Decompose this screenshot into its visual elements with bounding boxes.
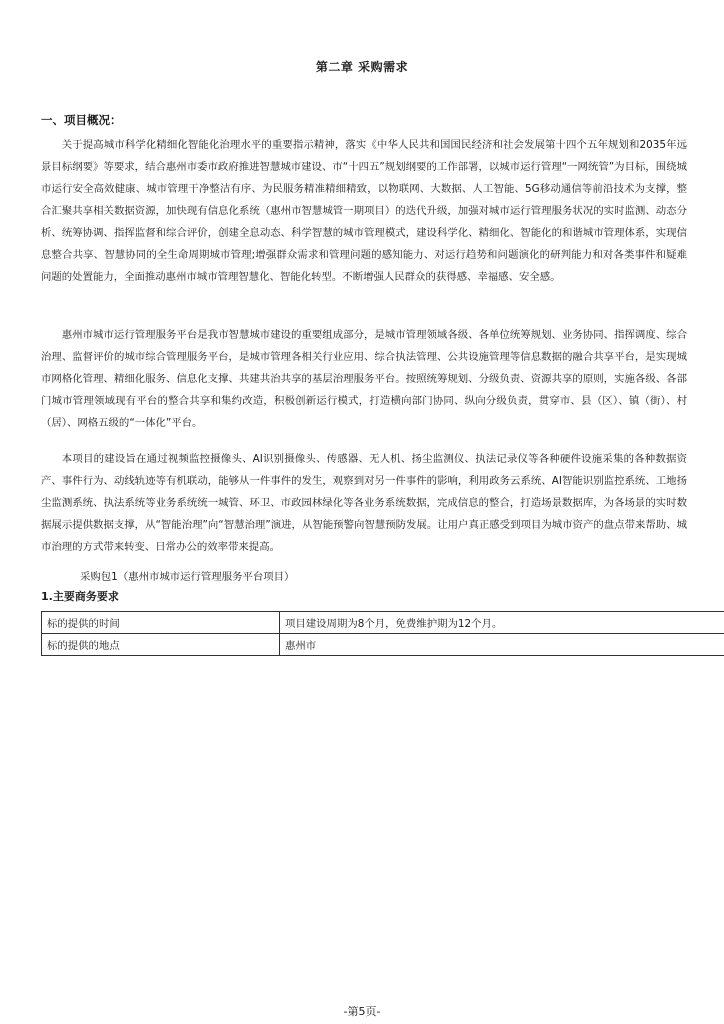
table-row xyxy=(42,612,724,634)
table-row xyxy=(42,634,724,656)
chapter-title: 第二章 采购需求 xyxy=(315,60,409,74)
business-requirements-table xyxy=(41,611,724,656)
table-cell-value: 项目建设周期为8个月，免费维护期为12个月。 xyxy=(280,612,724,634)
paragraph-project-goal: 本项目的建设旨在通过视频监控摄像头、AI识别摄像头、传感器、无人机、扬尘监测仪、执法记录仪等各种硬件设施采集的各种数据资产、事件行为、动线轨迹等有机联动，能够从一件事件的发生，观察到对另一件事件的影响，利用政务云系统、AI智能识别监控系统、工地扬尘监测系统、执法系统等业务系统统一城管、环卫、市政园林绿化等各业务系统数据，完成信息的整合，打造场景数据库，为各场景的实时数据展示提供数据支撑，从“智能治理”向“智慧治理”演进，从智能预警向智慧预防发展。让用户真正感受到项目为城市资产的盘点带来帮助、城市治理的方式带来转变、日常办公的效率带来提高。 xyxy=(41,453,687,553)
page-number: -第5页- xyxy=(343,1005,381,1018)
paragraph-platform: 惠州市城市运行管理服务平台是我市智慧城市建设的重要组成部分，是城市管理领域各级、各单位统筹规划、业务协同、指挥调度、综合治理、监督评价的城市综合管理服务平台，是城市管理各相关行业应用、综合执法管理、公共设施管理等信息数据的融合共享平台，是实现城市网格化管理、精细化服务、信息化支撑、共建共治共享的基层治理服务平台。按照统筹规划、分级负责、资源共享的原则，实施各级、各部门城市管理领域现有平台的整合共享和集约改造，积极创新运行模式，打造横向部门协同、纵向分级负责，贯穿市、县（区）、镇（街）、村（居）、网格五级的“一体化”平台。 xyxy=(41,329,687,429)
table-cell-label: 标的提供的地点 xyxy=(42,634,280,656)
section-heading-project-overview: 一、项目概况： xyxy=(41,113,122,127)
paragraph-background: 关于提高城市科学化精细化智能化治理水平的重要指示精神，落实《中华人民共和国国民经济和社会发展第十四个五年规划和2035年远景目标纲要》等要求，结合惠州市委市政府推进智慧城市建设、市“十四五”规划纲要的工作部署，以城市运行管理“一网统管”为目标，围绕城市运行安全高效健康、城市管理干净整洁有序、为民服务精准精细精致，以物联网、大数据、人工智能、5G移动通信等前沿技术为支撑，整合汇聚共享相关数据资源，加快现有信息化系统（惠州市智慧城管一期项目）的迭代升级，加强对城市运行管理服务状况的实时监测、动态分析、统筹协调、指挥监督和综合评价，创建全息动态、科学智慧的城市管理模式，建设科学化、精细化、智能化的和谐城市管理体系，实现信息整合共享、智慧协同的全生命周期城市管理;增强群众需求和管理问题的感知能力、对运行趋势和问题演化的研判能力和对各类事件和疑难问题的处置能力，全面推动惠州市城市管理智慧化、智能化转型。不断增强人民群众的获得感、幸福感、安全感。 xyxy=(41,139,687,283)
procurement-package-label: 采购包1（惠州市城市运行管理服务平台项目） xyxy=(80,571,295,583)
business-requirements-heading: 1.主要商务要求 xyxy=(41,590,119,603)
table-cell-value: 惠州市 xyxy=(280,634,724,656)
table-cell-label: 标的提供的时间 xyxy=(42,612,280,634)
